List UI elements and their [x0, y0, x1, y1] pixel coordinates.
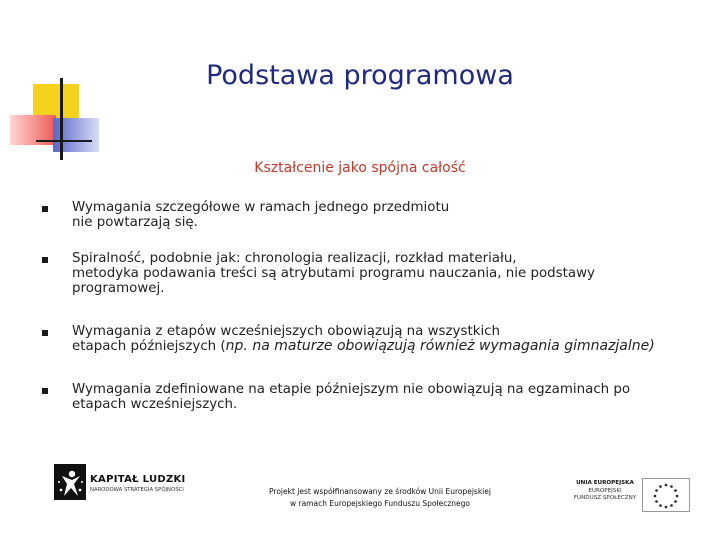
bullet-square-icon: [42, 257, 48, 263]
eu-line-3: FUNDUSZ SPOŁECZNY: [573, 495, 637, 501]
eu-logo: [572, 478, 690, 512]
bullet-text-emphasis: np. na maturze obowiązują również wymagania gimnazjalne): [225, 338, 655, 354]
kl-subtitle: NARODOWA STRATEGIA SPÓJNOŚCI: [90, 487, 184, 493]
kapital-ludzki-emblem-icon: [52, 462, 88, 502]
bullet-square-icon: [42, 330, 48, 336]
bullet-text: [72, 324, 672, 354]
corner-decoration: [0, 0, 110, 170]
bullet-square-icon: [42, 206, 48, 212]
bullet-text: Spiralność, podobnie jak: chronologia realizacji, rozkład materiału, metodyka podawania treści są atrybutami programu nauczania, nie podstawy programowej.: [72, 251, 595, 296]
slide-subtitle: Kształcenie jako spójna całość: [254, 160, 466, 176]
funding-note: [230, 486, 530, 510]
eu-flag-icon: [642, 478, 690, 512]
deco-horizontal-line: [36, 140, 92, 142]
bullet-text-plain: Wymagania z etapów wcześniejszych obowiązują na wszystkich etapach późniejszych (: [72, 324, 501, 354]
page-title: Podstawa programowa: [206, 60, 514, 91]
deco-vertical-line: [60, 78, 63, 160]
eu-line-1: UNIA EUROPEJSKA: [576, 480, 634, 486]
kl-title: KAPITAŁ LUDZKI: [90, 474, 186, 485]
eu-text: [572, 480, 638, 503]
kapital-ludzki-logo: [52, 462, 202, 502]
funding-line-1: Projekt jest współfinansowany ze środków Unii Europejskiej: [269, 487, 491, 496]
bullet-text: Wymagania zdefiniowane na etapie późniejszym nie obowiązują na egzaminach po etapach wcześniejszych.: [72, 382, 631, 412]
eu-line-2: EUROPEJSKI: [588, 487, 622, 494]
bullet-text: Wymagania szczegółowe w ramach jednego przedmiotu nie powtarzają się.: [72, 200, 450, 230]
eu-stars-icon: [643, 479, 689, 511]
funding-line-2: w ramach Europejskiego Funduszu Społecznego: [289, 499, 471, 508]
bullet-square-icon: [42, 388, 48, 394]
